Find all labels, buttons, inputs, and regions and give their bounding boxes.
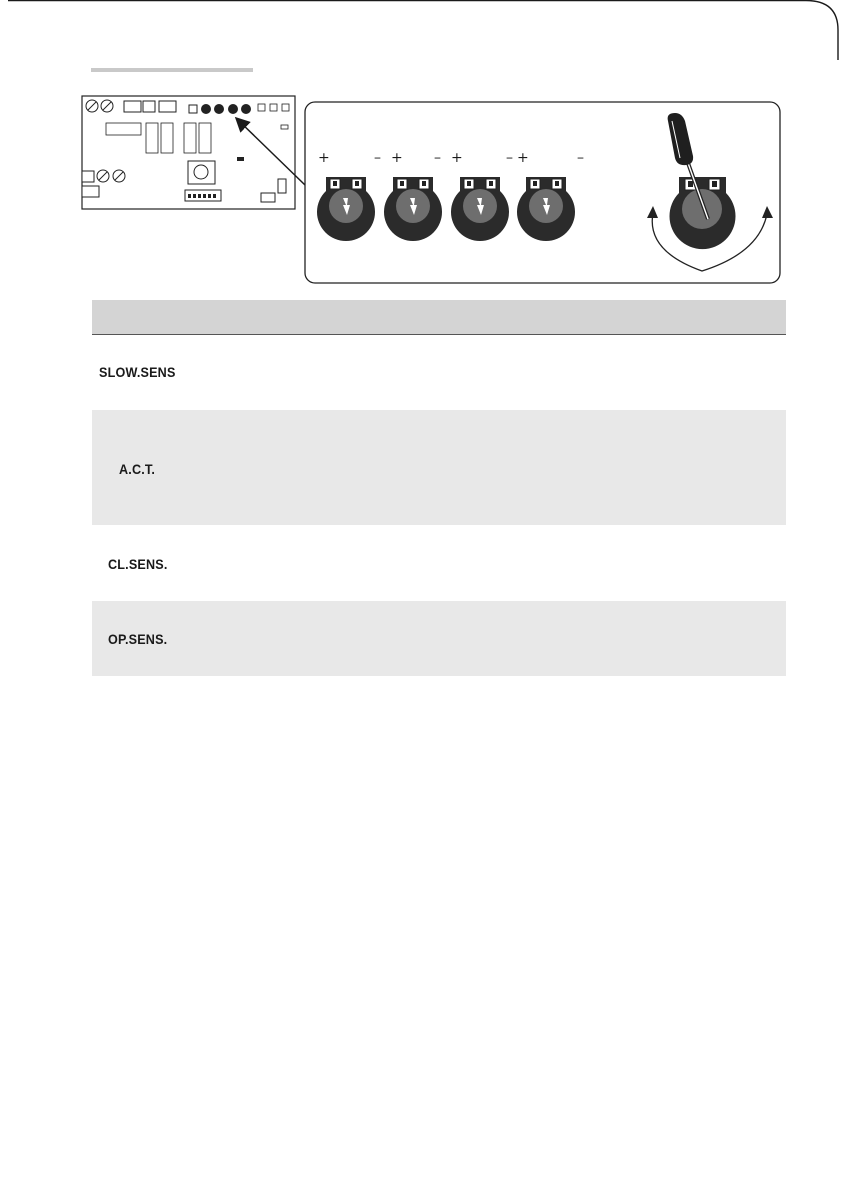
section-divider xyxy=(91,68,253,72)
parameter-name: CL.SENS. xyxy=(108,556,168,572)
plus-label: + xyxy=(517,150,529,166)
plus-label: + xyxy=(451,150,463,166)
parameter-name: A.C.T. xyxy=(119,461,156,477)
minus-label: – xyxy=(374,150,381,166)
minus-label: – xyxy=(506,150,513,166)
plus-label: + xyxy=(391,150,403,166)
table-row xyxy=(92,526,786,600)
parameter-name: SLOW.SENS xyxy=(99,364,176,380)
table-row xyxy=(92,601,786,676)
table-header xyxy=(92,300,786,335)
minus-label: – xyxy=(434,150,441,166)
adjust-trimmer-icon xyxy=(670,177,736,249)
page-edge-rule xyxy=(0,0,842,60)
plus-label: + xyxy=(318,150,330,166)
table-row xyxy=(92,335,786,409)
trimmer-detail-panel xyxy=(304,101,781,284)
parameter-name: OP.SENS. xyxy=(108,631,168,647)
table-row xyxy=(92,410,786,525)
minus-label: – xyxy=(577,150,584,166)
